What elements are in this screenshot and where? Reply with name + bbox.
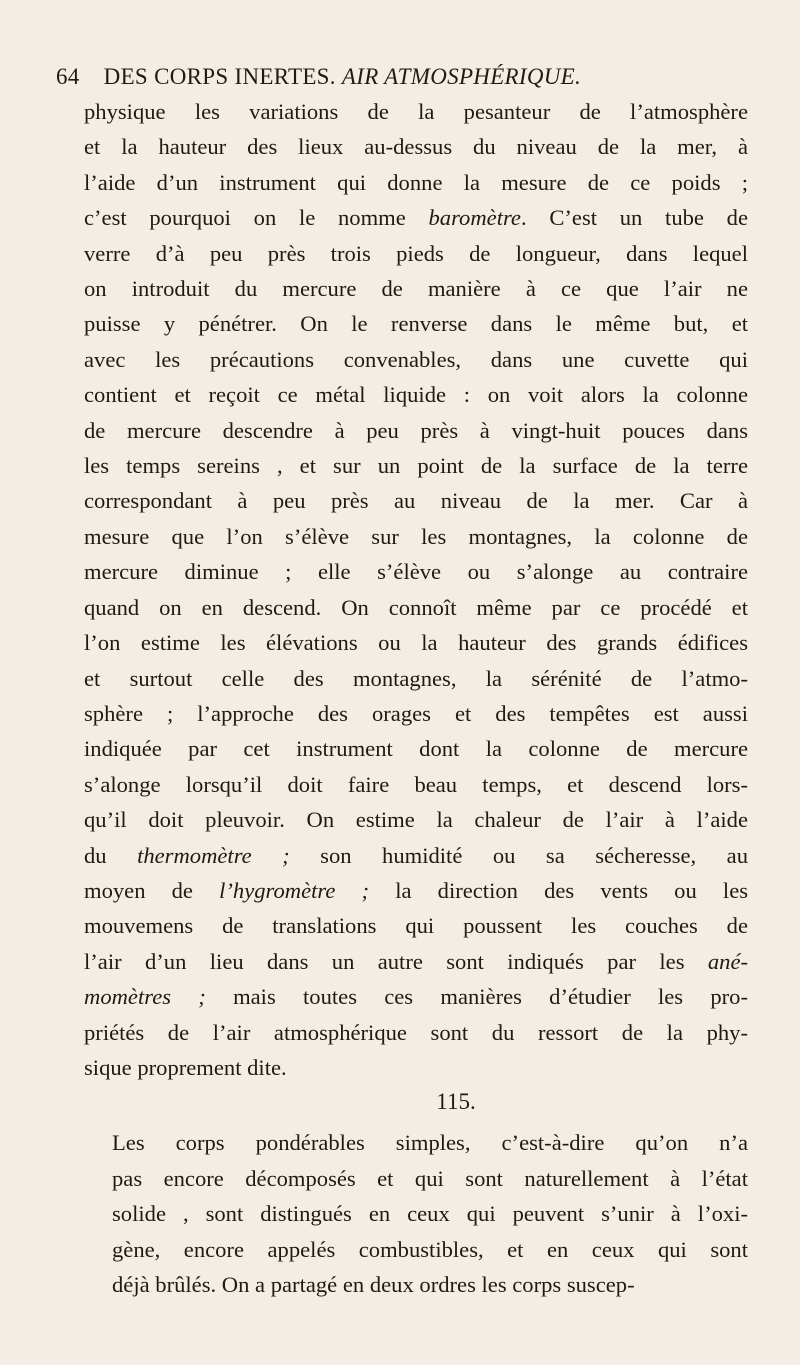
text-run: indiquée par cet instrument dont la colonne de mercure — [84, 736, 748, 762]
text-line — [84, 519, 748, 554]
text-run: l’aide d’un instrument qui donne la mesure de ce poids ; — [84, 169, 748, 195]
text-run: contient et reçoit ce métal liquide : on voit alors la colonne — [84, 382, 748, 408]
text-run: . C’est un tube de — [520, 205, 748, 231]
text-run: et la hauteur des lieux au-dessus du niveau de la mer, à — [84, 134, 748, 160]
text-line — [84, 661, 748, 696]
text-run: sphère ; l’approche des orages et des tempêtes est aussi — [84, 700, 748, 726]
running-head-title: DES CORPS INERTES. — [103, 64, 336, 89]
text-run: gène, encore appelés combustibles, et en ceux qui sont — [112, 1236, 748, 1262]
text-line — [84, 873, 748, 908]
text-line — [84, 590, 748, 625]
text-run: on introduit du mercure de manière à ce que l’air ne — [84, 276, 748, 302]
text-run: physique les variations de la pesanteur de l’atmosphère — [84, 99, 748, 124]
text-line — [84, 306, 748, 341]
text-line — [84, 377, 748, 412]
running-head — [56, 62, 748, 92]
text-line — [84, 94, 748, 129]
text-run: s’alonge lorsqu’il doit faire beau temps, et descend lors- — [84, 771, 748, 797]
text-line — [84, 1267, 748, 1302]
text-run: priétés de l’air atmosphérique sont du ressort de la phy- — [84, 1019, 748, 1045]
text-run: verre d’à peu près trois pieds de longueur, dans lequel — [84, 240, 748, 266]
text-line — [84, 236, 748, 271]
italic-term: thermomètre ; — [137, 842, 290, 868]
body-text — [84, 94, 748, 1302]
italic-term: baromètre — [428, 205, 521, 231]
text-line — [84, 625, 748, 660]
text-run: l’air d’un lieu dans un autre sont indiqués par les — [84, 948, 708, 974]
section-number: 115. — [436, 1089, 476, 1115]
text-run: c’est pourquoi on le nomme — [84, 205, 429, 231]
italic-term: momètres ; — [84, 984, 206, 1010]
text-line — [84, 1015, 748, 1050]
text-run: sique proprement dite. — [84, 1054, 287, 1080]
paragraph-continued — [84, 94, 748, 1085]
text-run: mouvemens de translations qui poussent les couches de — [84, 913, 748, 939]
text-run: son humidité ou sa sécheresse, au — [289, 842, 748, 868]
text-run: pas encore décomposés et qui sont naturellement à l’état — [112, 1165, 748, 1191]
text-run: avec les précautions convenables, dans une cuvette qui — [84, 346, 748, 372]
paragraph-section-115 — [84, 1125, 748, 1302]
text-line — [84, 1196, 748, 1231]
text-run: du — [84, 842, 138, 868]
text-line — [84, 767, 748, 802]
text-line — [84, 554, 748, 589]
text-line — [84, 483, 748, 518]
text-line — [84, 1161, 748, 1196]
text-run: déjà brûlés. On a partagé en deux ordres les corps suscep- — [112, 1272, 635, 1297]
text-line — [84, 200, 748, 235]
page-number: 64 — [56, 64, 80, 89]
text-line — [84, 1232, 748, 1267]
text-line — [84, 1125, 748, 1160]
text-run: et surtout celle des montagnes, la sérénité de l’atmo- — [84, 665, 748, 691]
text-line — [84, 802, 748, 837]
text-run: la direction des vents ou les — [369, 877, 749, 903]
text-line — [84, 979, 748, 1014]
text-run: Les corps pondérables simples, c’est-à-dire qu’on n’a — [112, 1130, 748, 1156]
text-line — [84, 908, 748, 943]
text-line — [84, 271, 748, 306]
text-run: de mercure descendre à peu près à vingt-huit pouces dans — [84, 417, 748, 443]
text-run: qu’il doit pleuvoir. On estime la chaleur de l’air à l’aide — [84, 807, 748, 833]
text-line — [84, 696, 748, 731]
text-run: mais toutes ces manières d’étudier les pro- — [205, 984, 749, 1010]
text-run: les temps sereins , et sur un point de la surface de la terre — [84, 453, 748, 479]
text-run: correspondant à peu près au niveau de la mer. Car à — [84, 488, 748, 514]
italic-term: l’hygromètre ; — [219, 877, 370, 903]
text-line — [84, 731, 748, 766]
text-run: quand on en descend. On connoît même par ce procédé et — [84, 594, 748, 620]
text-line — [84, 838, 748, 873]
text-line — [84, 129, 748, 164]
text-line — [84, 413, 748, 448]
text-line — [84, 165, 748, 200]
text-line — [84, 944, 748, 979]
text-line — [84, 1050, 748, 1085]
text-run: mercure diminue ; elle s’élève ou s’alonge au contraire — [84, 559, 748, 585]
running-head-subtitle: AIR ATMOSPHÉRIQUE. — [341, 64, 582, 89]
text-run: mesure que l’on s’élève sur les montagnes, la colonne de — [84, 523, 748, 549]
italic-term: ané- — [707, 948, 748, 974]
text-run: l’on estime les élévations ou la hauteur des grands édifices — [84, 630, 748, 656]
text-run: puisse y pénétrer. On le renverse dans le même but, et — [84, 311, 748, 337]
text-run: moyen de — [84, 877, 220, 903]
text-line — [84, 448, 748, 483]
text-line — [84, 342, 748, 377]
text-run: solide , sont distingués en ceux qui peuvent s’unir à l’oxi- — [112, 1201, 748, 1227]
